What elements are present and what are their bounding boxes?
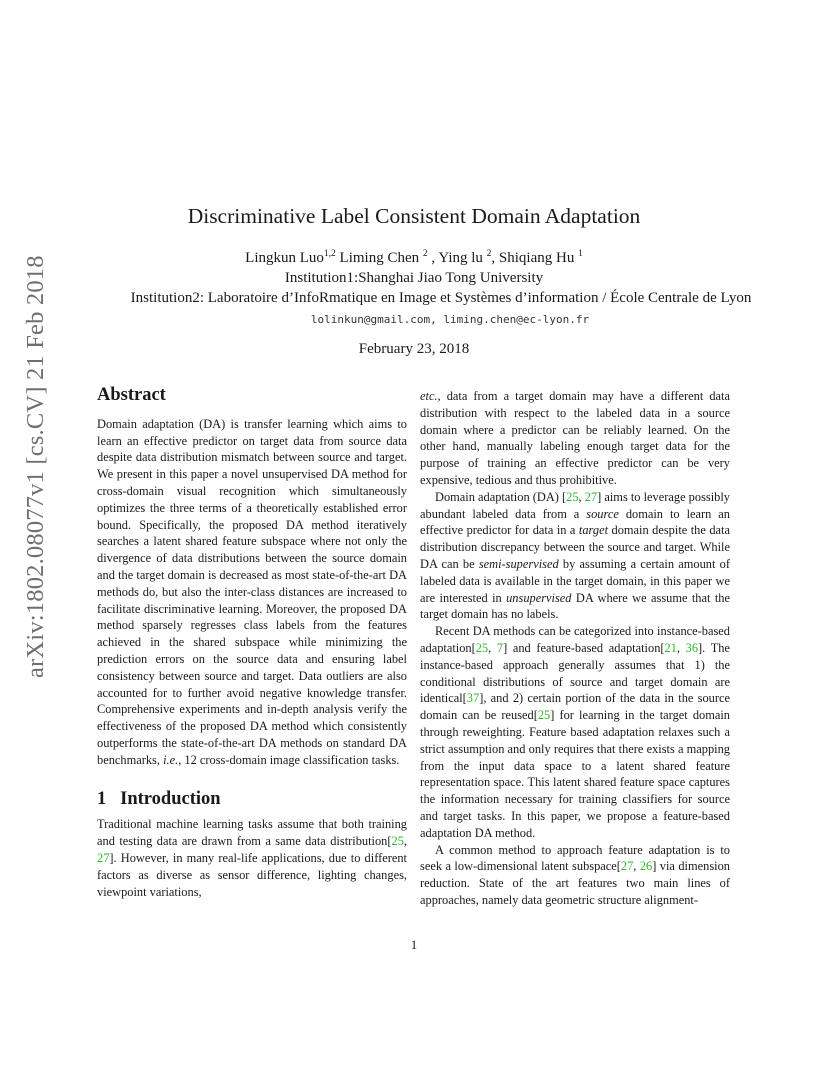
- text-run: ,: [578, 489, 585, 504]
- citation-link[interactable]: 25: [475, 640, 489, 655]
- text-run: ,: [488, 640, 497, 655]
- text-run: ]. However, in many real-life applications, due to different factors as diverse as sensor difference, lighting changes, viewpoint variations,: [97, 850, 407, 899]
- citation-link[interactable]: 25: [566, 489, 579, 504]
- section-heading-introduction: [97, 788, 407, 809]
- author-emails: lolinkun@gmail.com, liming.chen@ec-lyon.fr: [310, 313, 590, 326]
- text-run: domain despite the data distribution discrepancy between the source and target. While DA can be: [420, 523, 730, 571]
- text-run: ,: [633, 859, 640, 874]
- text-run-italic: source: [586, 506, 619, 521]
- author-affiliation: 2: [486, 249, 492, 259]
- text-run: ]. The instance-based approach generally assumes that 1) the conditional distributions of source and target domain are identical[: [420, 640, 730, 706]
- text-run: by assuming a certain amount of labeled data is available in the target domain, in this paper we are interested in: [420, 556, 730, 605]
- citation-link[interactable]: 7: [496, 640, 504, 655]
- intro-paragraph-4: [420, 842, 730, 909]
- text-run-italic: semi-supervised: [478, 556, 559, 571]
- citation-link[interactable]: 27: [97, 850, 110, 865]
- intro-paragraph-2: [420, 489, 730, 623]
- text-run: ,: [403, 834, 407, 849]
- text-run: ] for learning in the target domain through reweighting. Feature based adaptation relaxes such a strict assumption and only requires that there exists a mapping from the input data space to a latent shared feature representation space. This latent shared feature space captures the information necessary for training classifiers for source and target tasks. In this paper, we propose a feature-based adaptation DA method.: [420, 708, 731, 840]
- right-column: [420, 388, 730, 909]
- paper-date: February 23, 2018: [358, 341, 470, 357]
- text-run: Traditional machine learning tasks assume that both training and testing data are drawn from a same data distribution[: [97, 817, 407, 849]
- text-run: Domain adaptation (DA) [: [435, 489, 567, 504]
- text-run: A common method to approach feature adaptation is to seek a low-dimensional latent subspace[: [420, 842, 730, 874]
- text-run: ] via dimension reduction. State of the art features two main lines of approaches, namely data geometric structure alignment-: [420, 859, 730, 907]
- author-affiliation: 1: [578, 249, 583, 259]
- citation-link[interactable]: 21: [664, 640, 677, 655]
- paper-title: Discriminative Label Consistent Domain Adaptation: [187, 204, 641, 228]
- text-run: ,: [676, 640, 686, 655]
- citation-link[interactable]: 26: [639, 859, 653, 874]
- section-number: 1: [97, 788, 107, 809]
- author-list: Lingkun Luo$^{1,2}$ Liming Chen $^2$ , Ying lu $^2$, Shiqiang Hu $^1$: [245, 249, 583, 266]
- author-affiliation: 1,2: [323, 249, 336, 259]
- citation-link[interactable]: 25: [537, 708, 551, 723]
- citation-link[interactable]: 37: [466, 691, 480, 706]
- author-name: Liming Chen: [339, 250, 420, 266]
- author-name: Ying lu: [438, 250, 483, 266]
- citation-link[interactable]: 27: [620, 859, 634, 874]
- abstract-text: [97, 416, 407, 769]
- text-run: ] and feature-based adaptation[: [503, 640, 665, 655]
- text-run-italic: etc.: [420, 389, 438, 403]
- citation-link[interactable]: 36: [685, 640, 699, 655]
- text-run: ], and 2) certain portion of the data in the source domain can be reused[: [420, 691, 730, 723]
- intro-paragraph-1-continued: [420, 388, 730, 489]
- arxiv-identifier: arXiv:1802.08077v1 [cs.CV] 21 Feb 2018: [22, 255, 49, 678]
- text-run: DA where we assume that the target domain has no labels.: [420, 590, 730, 622]
- institution-1: Institution1:Shanghai Jiao Tong University: [284, 270, 544, 286]
- intro-paragraph-1: [97, 816, 407, 900]
- text-run: , data from a target domain may have a different data distribution with respect to the labeled data in a source domain where a predictor can be reliably learned. On the other hand, manually labeling enough target data for the purpose of training an effective predictor can be very expensive, tedious and thus prohibitive.: [420, 389, 730, 487]
- author-affiliation: 2: [422, 249, 428, 259]
- section-title: Introduction: [120, 788, 221, 809]
- text-run: Recent DA methods can be categorized into instance-based adaptation[: [420, 624, 730, 655]
- left-column: [97, 387, 407, 900]
- intro-paragraph-3: [420, 623, 730, 841]
- page-number: 1: [410, 938, 418, 952]
- citation-link[interactable]: 25: [391, 834, 404, 849]
- text-run-italic: unsupervised: [506, 590, 572, 605]
- abstract-text-part: Domain adaptation (DA) is transfer learning which aims to learn an effective predictor on target data from source data despite data distribution mismatch between source and target. We present in this paper a novel unsupervised DA method for cross-domain visual recognition which simultaneously optimizes the three terms of a theoretically established error bound. Specifically, the proposed DA method iteratively searches a latent shared feature subspace where not only the divergence of data distributions between the source domain and the target domain is decreased as most state-of-the-art DA methods do, but also the inter-class distances are increased to facilitate discriminative learning. Moreover, the proposed DA method sparsely regresses class labels from the features achieved in the shared subspace while minimizing the prediction errors on the source data and ensuring label consistency between source and target. Data outliers are also accounted for to further avoid negative knowledge transfer. Comprehensive experiments and in-depth analysis verify the effectiveness of the proposed DA method which consistently outperforms the state-of-the-art DA methods on standard DA benchmarks,: [97, 416, 407, 767]
- abstract-heading: Abstract: [97, 385, 166, 405]
- text-run: ] aims to leverage possibly abundant labeled data from a: [420, 489, 730, 521]
- author-name: Lingkun Luo: [245, 250, 324, 266]
- citation-link[interactable]: 27: [584, 489, 598, 504]
- abstract-text-part: , 12 cross-domain image classification tasks.: [178, 752, 400, 767]
- institution-2: Institution2: Laboratoire d’InfoRmatique en Image et Systèmes d’information / École Centrale de Lyon: [130, 290, 752, 306]
- text-run-italic: target: [578, 523, 609, 538]
- author-name: Shiqiang Hu: [498, 250, 575, 266]
- text-run: domain to learn an effective predictor for data in a: [420, 506, 731, 538]
- abstract-text-italic: i.e.: [163, 752, 179, 767]
